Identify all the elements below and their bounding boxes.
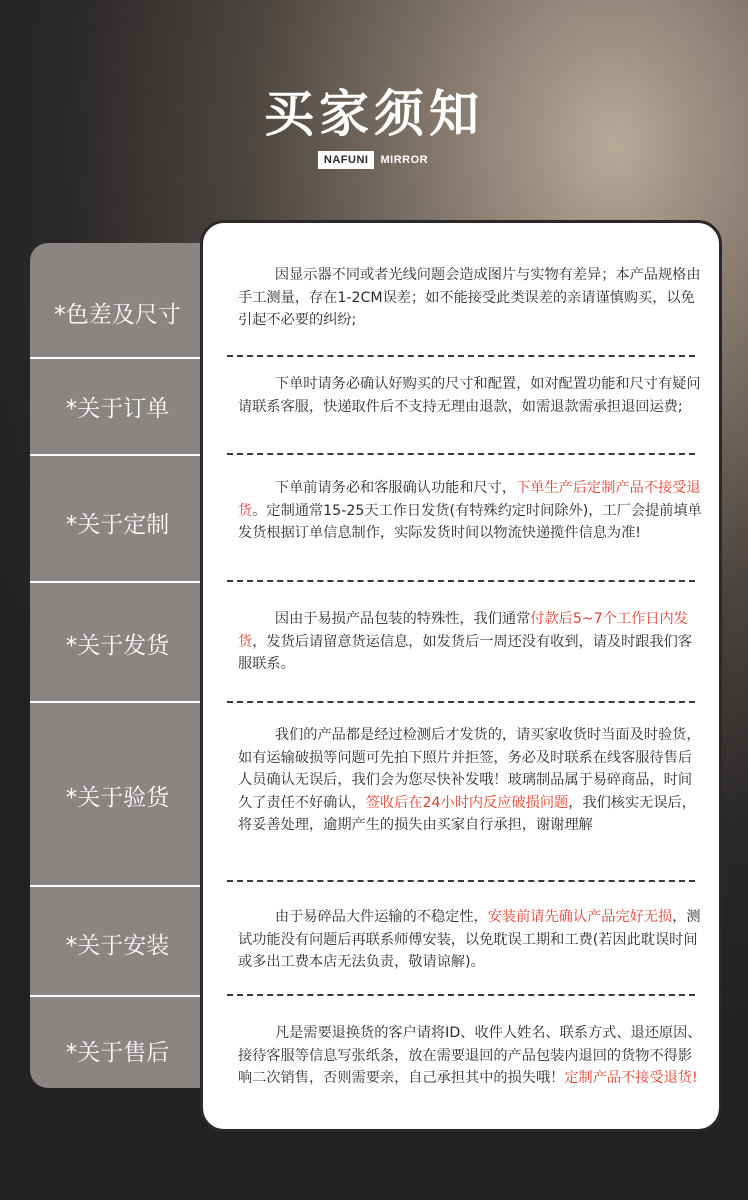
section-divider xyxy=(227,994,695,996)
section-color-size-text xyxy=(238,264,702,332)
text-segment: ，我们核实无误后，将妥善处理，逾期产生的损失由买家自行承担，谢谢理解 xyxy=(238,794,696,833)
text-segment: 下单时请务必确认好购买的尺寸和配置，如对配置功能和尺寸有疑问请联系客服，快递取件后不支持无理由退款，如需退款需承担退回运费; xyxy=(238,376,701,415)
tab-color-size: *色差及尺寸 xyxy=(54,302,181,328)
tab-divider xyxy=(30,581,212,583)
tab-divider xyxy=(30,701,212,703)
section-divider xyxy=(227,880,695,882)
text-segment: 由于易碎品大件运输的不稳定性， xyxy=(274,909,488,925)
tab-divider xyxy=(30,454,212,456)
text-highlight: 下单生产后定制产品不接受退货 xyxy=(238,480,701,519)
tab-inspection: *关于验货 xyxy=(65,785,170,811)
text-highlight: 安装前请先确认产品完好无损 xyxy=(487,909,673,925)
section-order-text xyxy=(238,373,702,418)
tab-shipping: *关于发货 xyxy=(65,633,170,659)
text-segment: 凡是需要退换货的客户请将ID、收件人姓名、联系方式、退还原因、接待客服等信息写张纸条，放在需要退回的产品包装内退回的货物不得影响二次销售，否则需要亲，自己承担其中的损失哦！ xyxy=(238,1025,702,1086)
section-divider xyxy=(227,580,695,582)
text-segment: 因显示器不同或者光线问题会造成图片与实物有差异；本产品规格由手工测量，存在1-2CM误差；如不能接受此类误差的亲请谨慎购买，以免引起不必要的纠纷; xyxy=(238,267,701,328)
brand-logo xyxy=(0,151,748,169)
tab-divider xyxy=(30,995,212,997)
text-segment: 下单前请务必和客服确认功能和尺寸， xyxy=(274,480,517,496)
text-segment: ，测试功能没有问题后再联系师傅安装，以免耽误工期和工费(若因此耽误时间或多出工费本店无法负责，敬请谅解)。 xyxy=(238,909,701,970)
section-divider xyxy=(227,355,695,357)
tab-order: *关于订单 xyxy=(65,396,170,422)
tab-after-sales: *关于售后 xyxy=(65,1040,170,1066)
brand-box: NAFUNI xyxy=(318,151,375,169)
section-divider xyxy=(227,453,695,455)
section-installation-text xyxy=(238,906,702,974)
text-segment: ，发货后请留意货运信息，如发货后一周还没有收到，请及时跟我们客服联系。 xyxy=(238,633,693,672)
tab-divider xyxy=(30,357,212,359)
tab-custom: *关于定制 xyxy=(65,512,170,538)
page-title: 买家须知 xyxy=(264,85,484,143)
section-inspection-text xyxy=(238,724,702,837)
text-segment: 因由于易损产品包装的特殊性，我们通常 xyxy=(274,611,531,627)
text-highlight: 定制产品不接受退货! xyxy=(564,1070,698,1086)
text-highlight: 付款后5~7个工作日内发货 xyxy=(238,611,688,650)
text-segment: 。定制通常15-25天工作日发货(有特殊约定时间除外)，工厂会提前填单发货根据订单信息制作，实际发货时间以物流快递揽件信息为准! xyxy=(238,502,702,541)
brand-text: MIRROR xyxy=(380,154,429,166)
text-segment: 我们的产品都是经过检测后才发货的，请买家收货时当面及时验货，如有运输破损等问题可先拍下照片并拒签，务必及时联系在线客服待售后人员确认无误后，我们会为您尽快补发哦！玻璃制品属于易碎商品，时间久了责任不好确认， xyxy=(238,727,701,811)
tab-divider xyxy=(30,885,212,887)
section-custom-text xyxy=(238,477,702,545)
section-shipping-text xyxy=(238,608,702,676)
section-divider xyxy=(227,701,695,703)
section-after-sales-text xyxy=(238,1022,702,1090)
tab-installation: *关于安装 xyxy=(65,933,170,959)
text-highlight: 签收后在24小时内反应破损问题 xyxy=(365,794,569,811)
